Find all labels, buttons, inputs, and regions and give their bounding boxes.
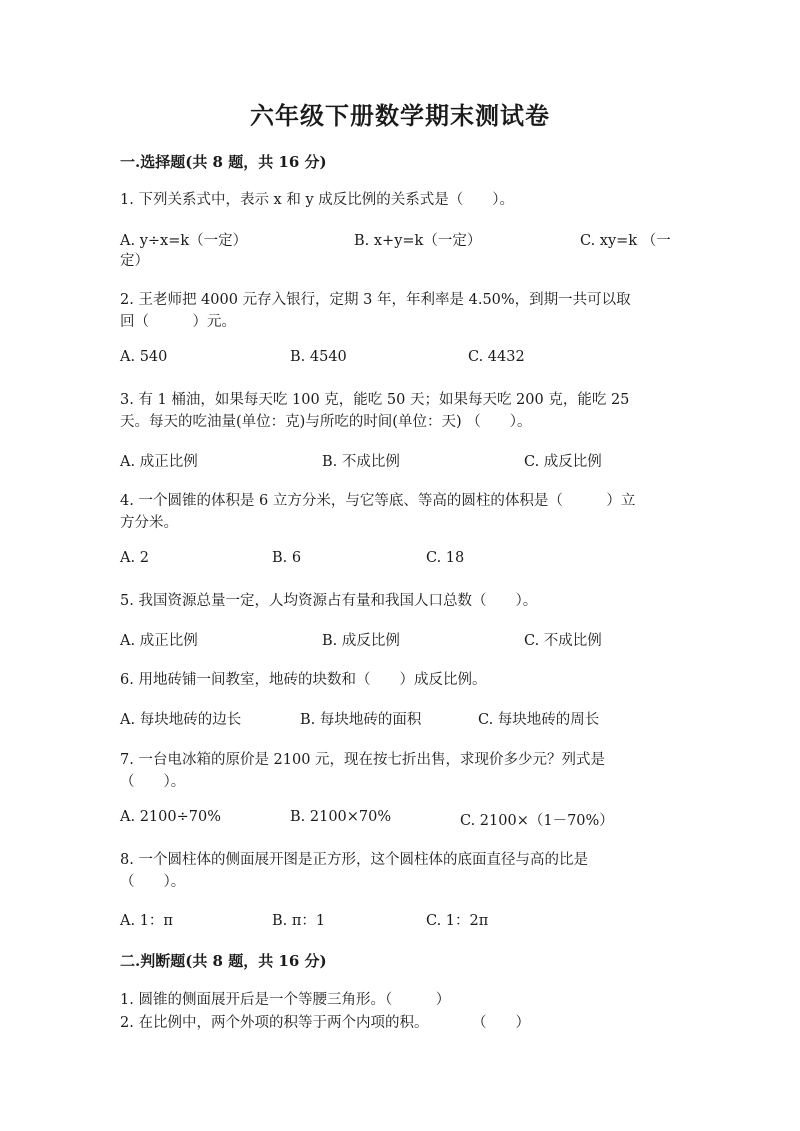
question-text: 4. 一个圆锥的体积是 6 立方分米，与它等底、等高的圆柱的体积是（ ）立 [120, 493, 636, 509]
option-b: B. 2100×70% [290, 809, 392, 825]
question-text: （ ）。 [120, 874, 186, 890]
option-c: C. 不成比例 [524, 633, 602, 649]
option-c: C. 4432 [468, 349, 525, 365]
option-b: B. 不成比例 [322, 454, 400, 470]
section-heading-choice: 一.选择题(共 8 题，共 16 分) [120, 153, 327, 171]
question-text: 7. 一台电冰箱的原价是 2100 元，现在按七折出售，求现价多少元？列式是 [120, 752, 606, 768]
option-b: B. π：1 [272, 913, 326, 929]
option-c: C. xy=k （一 [580, 233, 671, 249]
option-c: C. 每块地砖的周长 [478, 712, 600, 728]
question-text: 6. 用地砖铺一间教室，地砖的块数和（ ）成反比例。 [120, 672, 487, 688]
option-b: B. 4540 [290, 349, 347, 365]
option-a: A. y÷x=k（一定） [120, 233, 248, 249]
section-heading-judgment: 二.判断题(共 8 题，共 16 分) [120, 952, 327, 970]
question-text: 回（ ）元。 [120, 314, 236, 330]
option-a: A. 1：π [120, 913, 173, 929]
option-a: A. 2100÷70% [120, 809, 221, 825]
question-text: 方分米。 [120, 515, 178, 531]
option-c: C. 2100×（1－70%） [460, 813, 614, 829]
option-b: B. 每块地砖的面积 [300, 712, 422, 728]
question-text: 1. 下列关系式中，表示 x 和 y 成反比例的关系式是（ ）。 [120, 192, 514, 208]
option-c: C. 18 [426, 550, 465, 566]
judgment-item-2: 2. 在比例中，两个外项的积等于两个内项的积。 （ ） [120, 1015, 530, 1031]
question-text: 天。每天的吃油量(单位：克)与所吃的时间(单位：天) （ ）。 [120, 414, 532, 430]
option-a: A. 每块地砖的边长 [120, 712, 242, 728]
option-a: A. 成正比例 [120, 633, 198, 649]
option-a: A. 2 [120, 550, 149, 566]
option-a: A. 成正比例 [120, 454, 198, 470]
option-c-wrap: 定） [120, 253, 149, 269]
option-b: B. 成反比例 [322, 633, 400, 649]
option-c: C. 1：2π [426, 913, 489, 929]
question-text: 5. 我国资源总量一定，人均资源占有量和我国人口总数（ ）。 [120, 593, 538, 609]
option-b: B. x+y=k（一定） [354, 233, 482, 249]
option-c: C. 成反比例 [524, 454, 602, 470]
question-text: 2. 王老师把 4000 元存入银行，定期 3 年，年利率是 4.50%，到期一共可以取 [120, 292, 631, 308]
question-text: 8. 一个圆柱体的侧面展开图是正方形，这个圆柱体的底面直径与高的比是 [120, 852, 588, 868]
question-text: （ ）。 [120, 774, 186, 790]
exam-title: 六年级下册数学期末测试卷 [250, 101, 550, 130]
judgment-item-1: 1. 圆锥的侧面展开后是一个等腰三角形。（ ） [120, 992, 451, 1008]
option-a: A. 540 [120, 349, 168, 365]
question-text: 3. 有 1 桶油，如果每天吃 100 克，能吃 50 天；如果每天吃 200 克，能吃 25 [120, 392, 630, 408]
option-b: B. 6 [272, 550, 302, 566]
